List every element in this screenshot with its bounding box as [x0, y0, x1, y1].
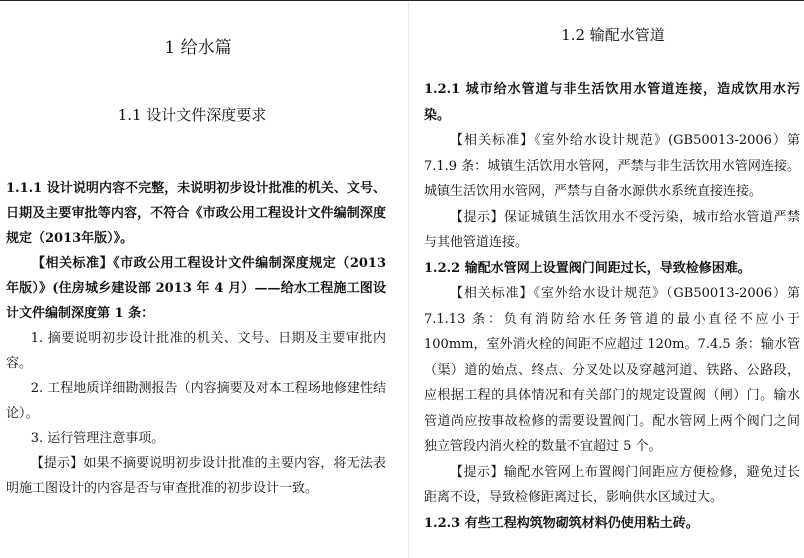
clause-heading-1-2-3: 1.2.3 有些工程构筑物砌筑材料仍使用粘土砖。: [424, 515, 699, 531]
chapter-title: 1 给水篇: [164, 38, 232, 58]
list-item-3: 3. 运行管理注意事项。: [30, 431, 165, 446]
tip-1-2-1: 【提示】保证城镇生活饮用水不受污染，城市给水管道严禁与其他管道连接。: [424, 209, 800, 250]
standard-ref-1-1-1: 【相关标准】《市政公用工程设计文件编制深度规定（2013年版）》(住房城乡建设部 2013 年 4 月）——给水工程施工图设计文件编制深度第 1 条：: [6, 256, 386, 321]
clause-heading-1-1-1: 1.1.1 设计说明内容不完整，未说明初步设计批准的机关、文号、日期及主要审批等内容，不符合《市政公用工程设计文件编制深度规定（2013年版）》。: [6, 181, 386, 246]
standard-ref-1-2-1: 【相关标准】《室外给水设计规范》(GB50013-2006）第 7.1.9 条：城镇生活饮用水管网，严禁与非生活饮用水管网连接。城镇生活饮用水管网，严禁与自备水源供水系统直接连接。: [424, 133, 800, 199]
right-body: [424, 77, 800, 536]
list-item-1: 1. 摘要说明初步设计批准的机关、文号、日期及主要审批内容。: [6, 331, 386, 371]
clause-heading-1-2-1: 1.2.1 城市给水管道与非生活饮用水管道连接，造成饮用水污染。: [424, 82, 800, 123]
list-item-2: 2. 工程地质详细勘测报告（内容摘要及对本工程场地修建性结论）。: [6, 381, 386, 421]
column-divider: [408, 2, 409, 558]
section-title-pipelines: 1.2 输配水管道: [561, 26, 665, 44]
tip-1-2-2: 【提示】输配水管网上布置阀门间距应方便检修，避免过长距离不设，导致检修距离过长，影响供水区域过大。: [424, 464, 800, 505]
clause-heading-1-2-2: 1.2.2 输配水管网上设置阀门间距过长，导致检修困难。: [424, 260, 751, 276]
top-rule: [0, 0, 804, 1]
tip-1-1-1: 【提示】如果不摘要说明初步设计批准的主要内容，将无法表明施工图设计的内容是否与审查批准的初步设计一致。: [6, 456, 386, 496]
section-title-design-depth: 1.1 设计文件深度要求: [117, 106, 267, 124]
left-body: [6, 176, 386, 501]
standard-ref-1-2-2: 【相关标准】《室外给水设计规范》（GB50013-2006）第 7.1.13 条：负有消防给水任务管道的最小直径不应小于 100mm，室外消火栓的间距不应超过 120m。7.4.5 条：输水管（渠）道的始点、终点、分叉处以及穿越河道、铁路、公路段，应根据工程的具体情况和有关部门的规定设置阀（闸）门。输水管道尚应按事故检修的需要设置阀门。配水管网上两个阀门之间独立管段内消火栓的数量不宜超过 5 个。: [424, 286, 800, 454]
